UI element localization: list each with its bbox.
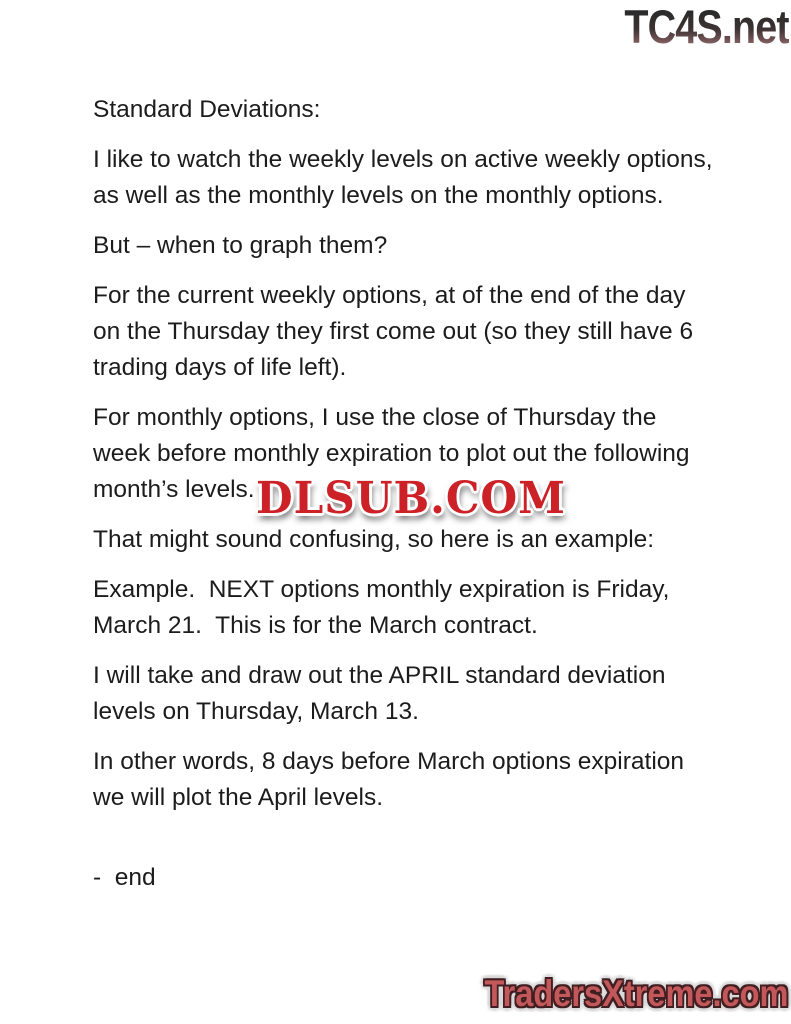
tc4s-site-logo: TC4S.net: [624, 0, 789, 53]
paragraph: [93, 744, 733, 816]
paragraph: [93, 522, 733, 558]
paragraph: [93, 278, 733, 386]
text-line: week before monthly expiration to plot out the following: [93, 440, 690, 467]
paragraph: [93, 572, 733, 644]
text-line: on the Thursday they first come out (so they still have 6: [93, 318, 694, 345]
text-line: we will plot the April levels.: [93, 784, 384, 811]
text-line: March 21. This is for the March contract.: [93, 612, 538, 639]
text-line: I will take and draw out the APRIL standard deviation: [93, 662, 666, 689]
text-line: levels on Thursday, March 13.: [93, 698, 419, 725]
paragraph: [93, 92, 733, 128]
text-line: In other words, 8 days before March options expiration: [93, 748, 685, 775]
tradersxtreme-site-logo: TradersXtreme.com: [484, 973, 789, 1014]
text-line: For the current weekly options, at of the end of the day: [93, 282, 686, 309]
text-line: Standard Deviations:: [93, 96, 321, 123]
paragraph: [93, 228, 733, 264]
paragraph: [93, 142, 733, 214]
paragraph: [93, 860, 733, 896]
text-line: - end: [93, 864, 156, 891]
text-line: as well as the monthly levels on the monthly options.: [93, 182, 664, 209]
dlsub-watermark: DLSUB.COM: [256, 473, 566, 524]
text-line: trading days of life left).: [93, 354, 347, 381]
text-line: But – when to graph them?: [93, 232, 388, 259]
text-line: I like to watch the weekly levels on active weekly options,: [93, 146, 713, 173]
text-line: Example. NEXT options monthly expiration is Friday,: [93, 576, 670, 603]
text-line: month’s levels.: [93, 476, 255, 503]
text-line: That might sound confusing, so here is an example:: [93, 526, 655, 553]
text-line: For monthly options, I use the close of Thursday the: [93, 404, 657, 431]
paragraph: [93, 658, 733, 730]
